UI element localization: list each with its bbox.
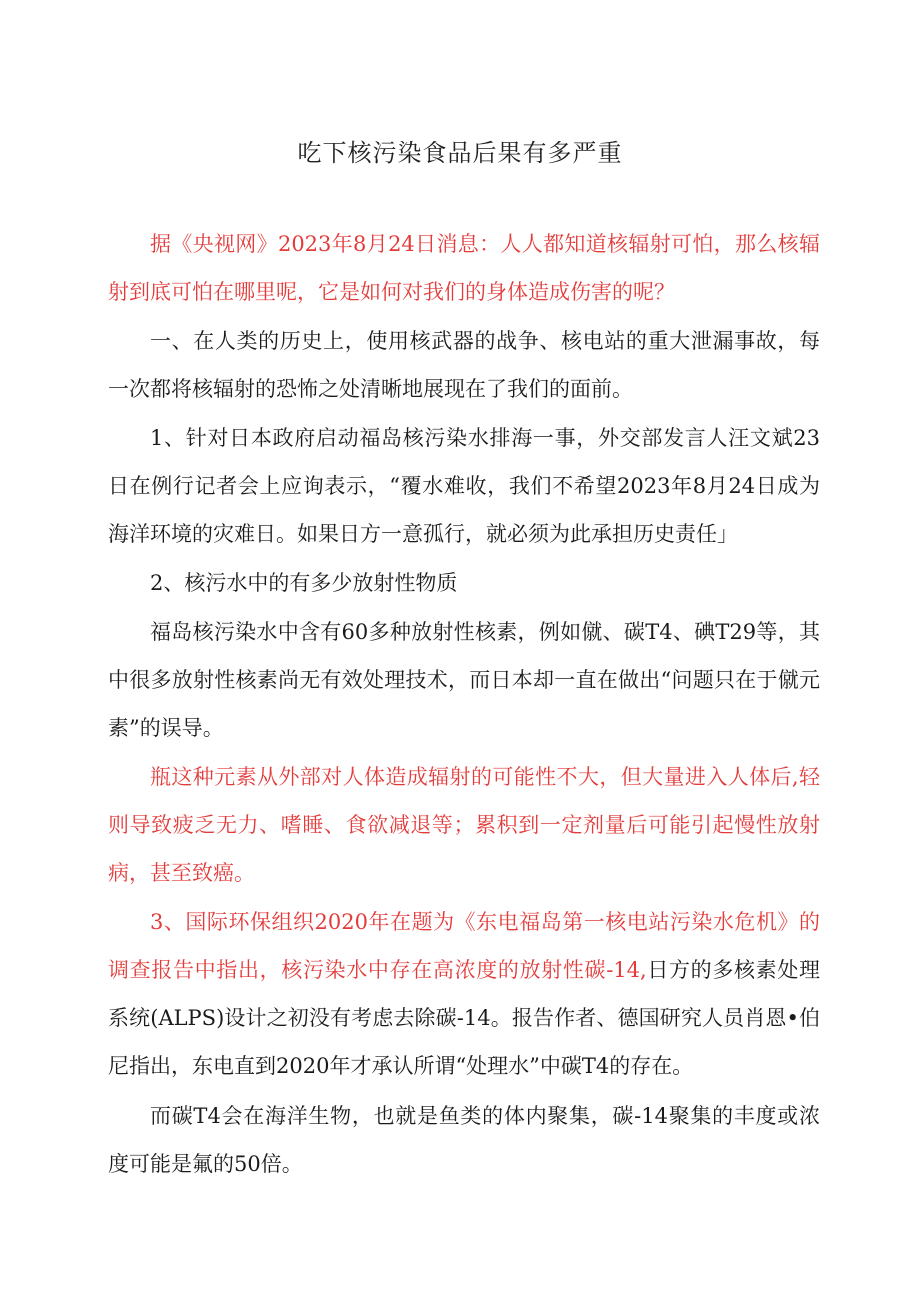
paragraph-item-1: 1、针对日本政府启动福岛核污染水排海一事，外交部发言人汪文斌23日在例行记者会上应询表示，“覆水难收，我们不希望2023年8月24日成为海洋环境的灾难日。如果日方一意孤行，就必须为此承担历史责任」: [108, 426, 820, 546]
paragraph-red-warning: 瓶这种元素从外部对人体造成辐射的可能性不大，但大量进入人体后,轻则导致疲乏无力、嗜睡、食欲减退等；累积到一定剂量后可能引起慢性放射病，甚至致癌。: [108, 765, 820, 885]
paragraph-item-3: [108, 898, 820, 1090]
page-title: 吃下核污染食品后果有多严重: [297, 139, 623, 167]
paragraph-section-1: 一、在人类的历史上，使用核武器的战争、核电站的重大泄漏事故，每一次都将核辐射的恐怖之处清晰地展现在了我们的面前。: [108, 329, 820, 401]
paragraph-item-2-body: 福岛核污染水中含有60多种放射性核素，例如僦、碳T4、碘T29等，其中很多放射性核素尚无有效处理技术，而日本却一直在做出“问题只在于僦元素”的误导。: [108, 620, 820, 740]
paragraph-closing: 而碳T4会在海洋生物，也就是鱼类的体内聚集，碳-14聚集的丰度或浓度可能是氟的50倍。: [108, 1104, 820, 1176]
paragraph-intro: 据《央视网》2023年8月24日消息：人人都知道核辐射可怕，那么核辐射到底可怕在哪里呢，它是如何对我们的身体造成伤害的呢？: [108, 232, 820, 304]
paragraph-item-3-black-part: 日方的多核素处理系统(ALPS)设计之初没有考虑去除碳-14。报告作者、德国研究人员肖恩•伯尼指出，东电直到2020年才承认所谓“处理水”中碳T4的存在。: [108, 958, 820, 1078]
paragraph-item-2-heading: 2、核污水中的有多少放射性物质: [150, 571, 458, 595]
paragraph-item-3-red-part: 3、国际环保组织2020年在题为《东电福岛第一核电站污染水危机》的调查报告中指出，核污染水中存在高浓度的放射性碳-14,: [108, 910, 820, 982]
